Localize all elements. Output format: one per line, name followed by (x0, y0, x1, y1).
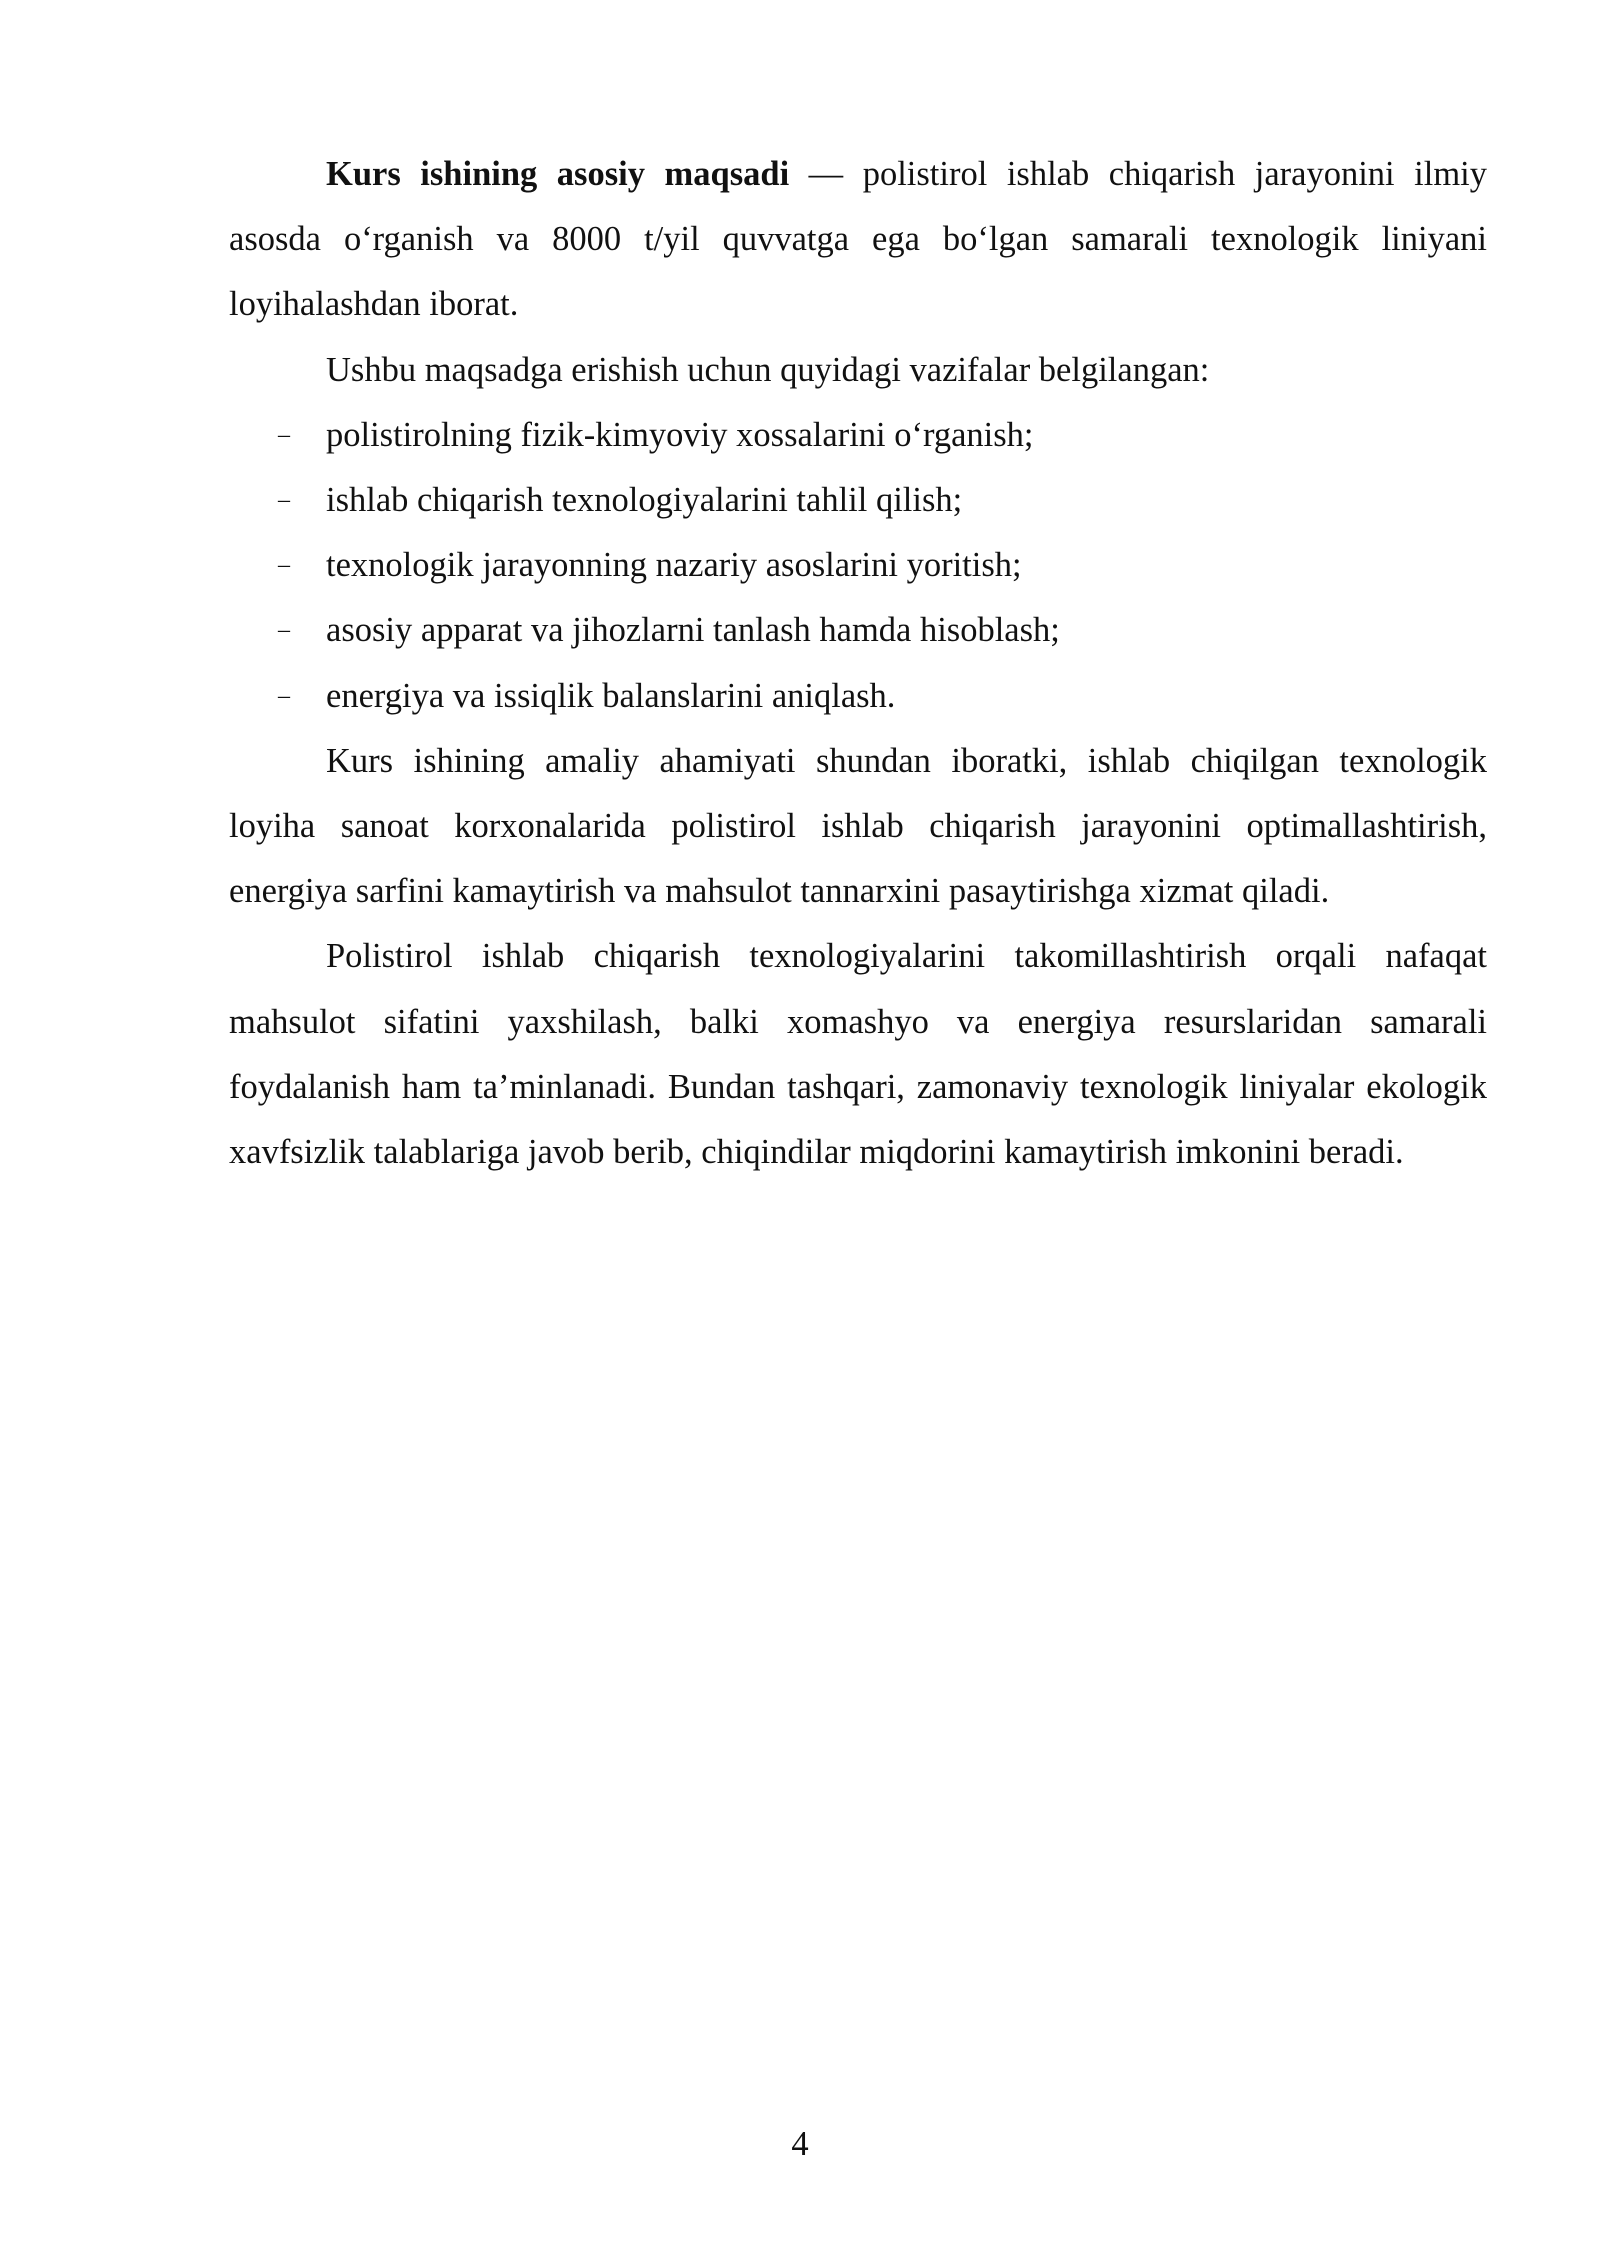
dash-bullet-icon: – (278, 617, 290, 644)
list-item (229, 664, 1487, 729)
tasks-intro: Ushbu maqsadga erishish uchun quyidagi vazifalar belgilangan: (326, 350, 1210, 389)
page-content (229, 142, 1487, 1185)
improvement-paragraph: Polistirol ishlab chiqarish texnologiyalarini takomillashtirish orqali nafaqat mahsulot sifatini yaxshilash, balki xomashyo va energiya resurslaridan samarali foydalanish ham ta’minlanadi. Bundan tashqari, zamonaviy texnologik liniyalar ekologik xavfsizlik talablariga javob berib, chiqindilar miqdorini kamaytirish imkonini beradi. (229, 937, 1487, 1172)
task-text: asosiy apparat va jihozlarni tanlash hamda hisoblash; (326, 611, 1060, 650)
list-item (229, 598, 1487, 663)
dash-bullet-icon: – (278, 682, 290, 709)
task-text: polistirolning fizik-kimyoviy xossalarini o‘rganish; (326, 415, 1034, 454)
list-item (229, 533, 1487, 598)
intro-bold-lead: Kurs ishining asosiy maqsadi (326, 155, 790, 193)
list-item (229, 468, 1487, 533)
intro-text: — polistirol ishlab chiqarish jarayonini ilmiy asosda o‘rganish va 8000 t/yil quvvatga ega bo‘lgan samarali texnologik liniyani loyihalashdan iborat. (229, 155, 1487, 324)
dash-bullet-icon: – (278, 421, 290, 448)
task-text: texnologik jarayonning nazariy asoslarini yoritish; (326, 546, 1022, 585)
dash-bullet-icon: – (278, 487, 290, 514)
dash-bullet-icon: – (278, 552, 290, 579)
practical-significance-paragraph: Kurs ishining amaliy ahamiyati shundan iboratki, ishlab chiqilgan texnologik loyiha sanoat korxonalarida polistirol ishlab chiqarish jarayonini optimallashtirish, energiya sarfini kamaytirish va mahsulot tannarxini pasaytirishga xizmat qiladi. (229, 741, 1487, 911)
task-text: energiya va issiqlik balanslarini aniqlash. (326, 676, 896, 715)
page-number: 4 (791, 2125, 809, 2163)
tasks-list (229, 403, 1487, 729)
task-text: ishlab chiqarish texnologiyalarini tahlil qilish; (326, 481, 963, 520)
list-item (229, 403, 1487, 468)
intro-paragraph (229, 142, 1487, 338)
